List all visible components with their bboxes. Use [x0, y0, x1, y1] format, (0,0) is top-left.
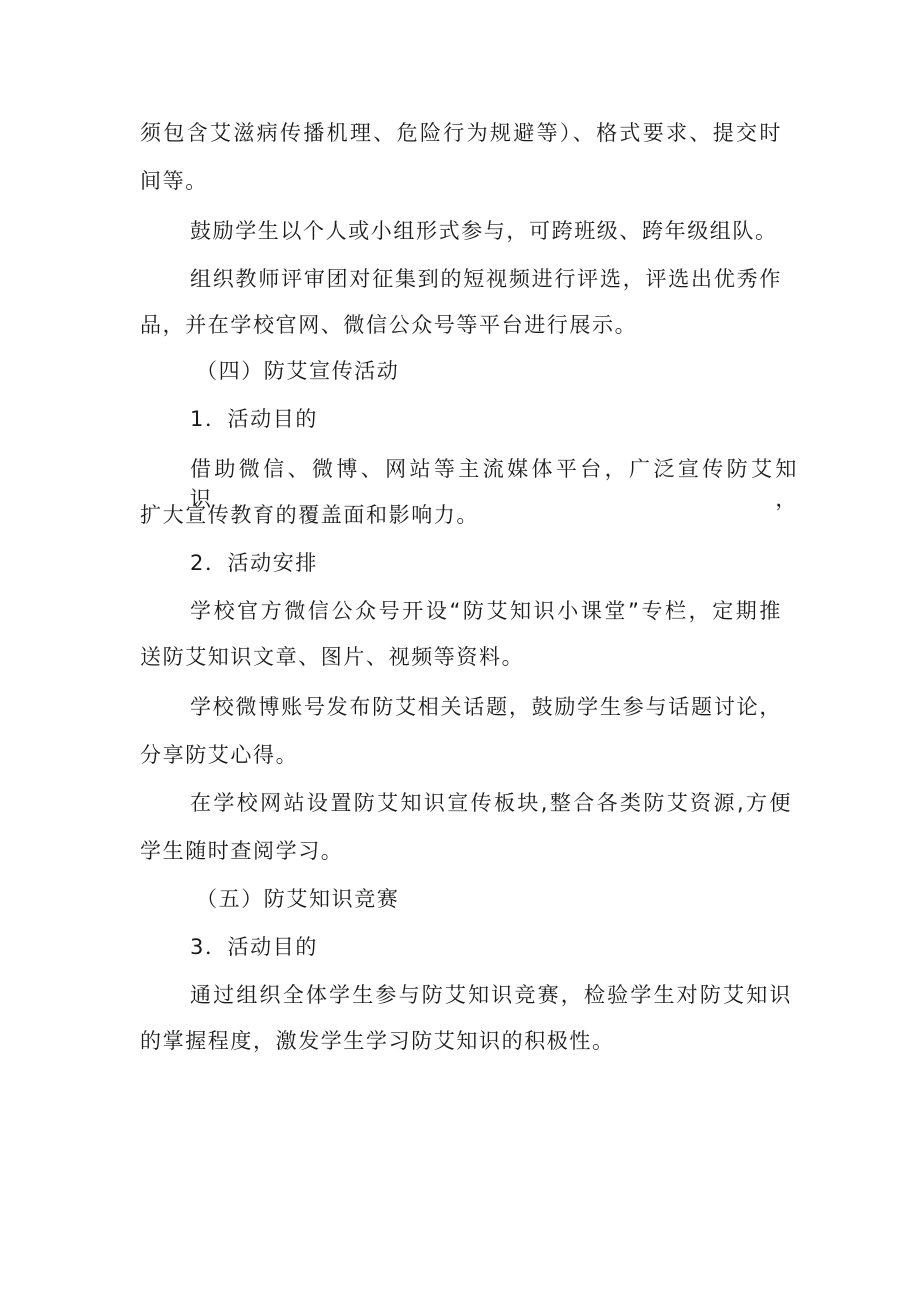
para-weibo-topics-line-2: 分享防艾心得。 [140, 743, 299, 767]
para-encourage-students-line-1: 鼓励学生以个人或小组形式参与，可跨班级、跨年级组队。 [190, 219, 778, 243]
para-website-section-line-2: 学生随时查阅学习。 [140, 839, 344, 863]
para-knowledge-contest-line-1: 通过组织全体学生参与防艾知识竞赛，检验学生对防艾知识 [190, 983, 792, 1007]
heading-section-5: （五）防艾知识竞赛 [196, 887, 400, 911]
para-knowledge-contest-line-2: 的掌握程度，激发学生学习防艾知识的积极性。 [140, 1029, 615, 1053]
para-media-platforms-line-2: 扩大宣传教育的覆盖面和影响力。 [140, 503, 479, 527]
para-teacher-review-line-1: 组织教师评审团对征集到的短视频进行评选，评选出优秀作 [190, 267, 782, 291]
heading-activity-goal-1: 1．活动目的 [190, 407, 318, 431]
para-requirements-cont-line-2: 间等。 [140, 169, 208, 193]
para-wechat-column-line-1: 学校官方微信公众号开设“防艾知识小课堂”专栏，定期推 [190, 599, 782, 623]
heading-section-4: （四）防艾宣传活动 [196, 359, 400, 383]
heading-activity-goal-3: 3．活动目的 [190, 935, 318, 959]
para-teacher-review-line-2: 品，并在学校官网、微信公众号等平台进行展示。 [140, 313, 638, 337]
heading-activity-plan-2: 2．活动安排 [190, 551, 318, 575]
para-requirements-cont-line-1: 须包含艾滋病传播机理、危险行为规避等）、格式要求、提交时 [140, 121, 782, 145]
para-media-platforms-line-1: 借助微信、微博、网站等主流媒体平台，广泛宣传防艾知识， [190, 457, 798, 511]
para-wechat-column-line-2: 送防艾知识文章、图片、视频等资料。 [140, 645, 525, 669]
para-website-section-line-1: 在学校网站设置防艾知识宣传板块,整合各类防艾资源,方便 [190, 791, 792, 815]
para-weibo-topics-line-1: 学校微博账号发布防艾相关话题，鼓励学生参与话题讨论， [190, 695, 782, 719]
